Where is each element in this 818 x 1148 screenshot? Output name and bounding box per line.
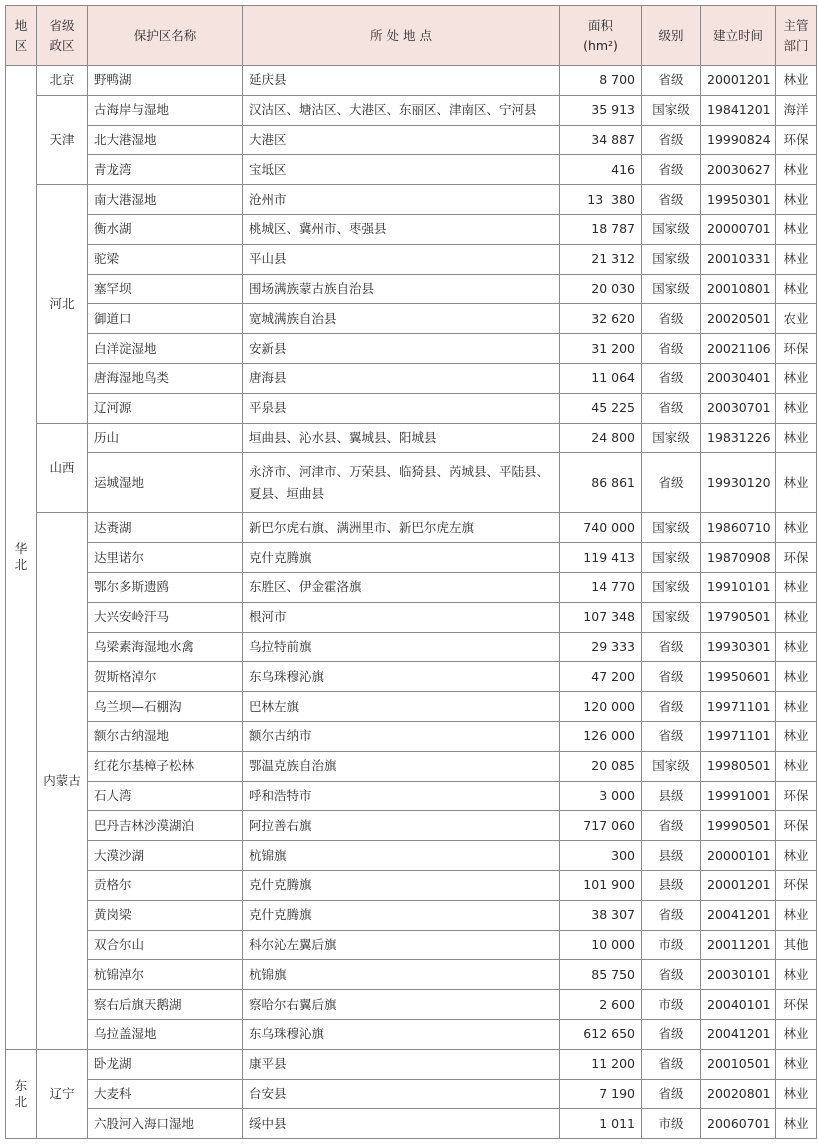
reserve-name: 察右后旗天鹅湖	[88, 990, 243, 1020]
reserve-location: 克什克腾旗	[243, 870, 560, 900]
table-row	[6, 990, 817, 1020]
reserve-level: 省级	[642, 363, 701, 393]
reserve-location: 巴林左旗	[243, 692, 560, 722]
reserve-area: 612 650	[560, 1019, 642, 1049]
reserve-date: 19971101	[701, 692, 776, 722]
header-area-label: 面积	[587, 17, 613, 33]
reserve-name: 塞罕坝	[88, 274, 243, 304]
table-row	[6, 1019, 817, 1049]
table-row	[6, 393, 817, 423]
table-row	[6, 304, 817, 334]
table-row	[6, 900, 817, 930]
reserve-level: 省级	[642, 960, 701, 990]
reserve-location: 东乌珠穆沁旗	[243, 1019, 560, 1049]
table-row	[6, 870, 817, 900]
reserve-date: 20060701	[701, 1109, 776, 1139]
wetland-reserves-table	[5, 5, 817, 1139]
reserve-date: 19790501	[701, 602, 776, 632]
reserve-area: 126 000	[560, 721, 642, 751]
reserve-level: 市级	[642, 990, 701, 1020]
header-location: 所 处 地 点	[243, 6, 560, 66]
reserve-level: 国家级	[642, 274, 701, 304]
table-row	[6, 423, 817, 453]
table-row	[6, 214, 817, 244]
reserve-location: 杭锦旗	[243, 841, 560, 871]
reserve-dept: 环保	[776, 811, 817, 841]
reserve-location: 克什克腾旗	[243, 543, 560, 573]
reserve-location: 平泉县	[243, 393, 560, 423]
reserve-level: 市级	[642, 1109, 701, 1139]
province-cell: 北京	[37, 66, 88, 96]
reserve-dept: 林业	[776, 214, 817, 244]
reserve-dept: 海洋	[776, 95, 817, 125]
reserve-level: 县级	[642, 841, 701, 871]
reserve-name: 辽河源	[88, 393, 243, 423]
reserve-dept: 林业	[776, 453, 817, 513]
reserve-location: 绥中县	[243, 1109, 560, 1139]
table-row	[6, 930, 817, 960]
reserve-level: 省级	[642, 632, 701, 662]
reserve-level: 国家级	[642, 751, 701, 781]
reserve-name: 达赉湖	[88, 513, 243, 543]
reserve-location: 康平县	[243, 1049, 560, 1079]
reserve-date: 19930301	[701, 632, 776, 662]
reserve-name: 乌梁素海湿地水禽	[88, 632, 243, 662]
table-row	[6, 1049, 817, 1079]
reserve-level: 国家级	[642, 513, 701, 543]
reserve-area: 300	[560, 841, 642, 871]
reserve-name: 红花尔基樟子松林	[88, 751, 243, 781]
reserve-level: 市级	[642, 930, 701, 960]
province-cell: 山西	[37, 423, 88, 513]
reserve-area: 101 900	[560, 870, 642, 900]
reserve-level: 省级	[642, 155, 701, 185]
reserve-date: 19860710	[701, 513, 776, 543]
reserve-name: 鄂尔多斯遗鸥	[88, 572, 243, 602]
reserve-dept: 林业	[776, 244, 817, 274]
reserve-area: 14 770	[560, 572, 642, 602]
table-row	[6, 543, 817, 573]
reserve-dept: 林业	[776, 602, 817, 632]
reserve-dept: 林业	[776, 393, 817, 423]
reserve-dept: 林业	[776, 185, 817, 215]
reserve-location: 克什克腾旗	[243, 900, 560, 930]
reserve-area: 85 750	[560, 960, 642, 990]
reserve-name: 驼梁	[88, 244, 243, 274]
header-established: 建立时间	[701, 6, 776, 66]
reserve-dept: 林业	[776, 513, 817, 543]
reserve-date: 20041201	[701, 900, 776, 930]
reserve-name: 黄岗梁	[88, 900, 243, 930]
table-row	[6, 95, 817, 125]
reserve-location: 宽城满族自治县	[243, 304, 560, 334]
reserve-level: 省级	[642, 66, 701, 96]
reserve-dept: 林业	[776, 751, 817, 781]
reserve-name: 石人湾	[88, 781, 243, 811]
reserve-area: 13 380	[560, 185, 642, 215]
reserve-area: 7 190	[560, 1079, 642, 1109]
table-row	[6, 1079, 817, 1109]
reserve-dept: 林业	[776, 66, 817, 96]
header-row	[6, 6, 817, 66]
reserve-location: 桃城区、冀州市、枣强县	[243, 214, 560, 244]
reserve-location: 乌拉特前旗	[243, 632, 560, 662]
reserve-dept: 林业	[776, 960, 817, 990]
reserve-area: 119 413	[560, 543, 642, 573]
reserve-area: 29 333	[560, 632, 642, 662]
table-row	[6, 453, 817, 513]
region-cell: 华北	[6, 66, 37, 1050]
header-level: 级别	[642, 6, 701, 66]
reserve-dept: 环保	[776, 990, 817, 1020]
reserve-level: 国家级	[642, 95, 701, 125]
reserve-date: 20030701	[701, 393, 776, 423]
table-row	[6, 334, 817, 364]
reserve-area: 20 030	[560, 274, 642, 304]
reserve-location: 沧州市	[243, 185, 560, 215]
province-cell: 河北	[37, 185, 88, 423]
province-cell: 内蒙古	[37, 513, 88, 1049]
reserve-level: 省级	[642, 393, 701, 423]
reserve-level: 国家级	[642, 244, 701, 274]
reserve-level: 国家级	[642, 602, 701, 632]
reserve-level: 省级	[642, 185, 701, 215]
reserve-date: 19870908	[701, 543, 776, 573]
reserve-dept: 其他	[776, 930, 817, 960]
reserve-dept: 环保	[776, 125, 817, 155]
reserve-area: 35 913	[560, 95, 642, 125]
reserve-dept: 林业	[776, 1019, 817, 1049]
reserve-dept: 林业	[776, 692, 817, 722]
reserve-date: 20001201	[701, 66, 776, 96]
reserve-date: 19990501	[701, 811, 776, 841]
province-cell: 辽宁	[37, 1049, 88, 1138]
reserve-level: 省级	[642, 721, 701, 751]
reserve-location: 新巴尔虎右旗、满洲里市、新巴尔虎左旗	[243, 513, 560, 543]
table-row	[6, 662, 817, 692]
reserve-location: 安新县	[243, 334, 560, 364]
reserve-dept: 林业	[776, 662, 817, 692]
reserve-area: 120 000	[560, 692, 642, 722]
reserve-date: 20010501	[701, 1049, 776, 1079]
reserve-location: 围场满族蒙古族自治县	[243, 274, 560, 304]
reserve-area: 47 200	[560, 662, 642, 692]
reserve-level: 省级	[642, 304, 701, 334]
reserve-dept: 林业	[776, 155, 817, 185]
reserve-level: 省级	[642, 125, 701, 155]
reserve-level: 国家级	[642, 423, 701, 453]
reserve-name: 历山	[88, 423, 243, 453]
reserve-date: 20020801	[701, 1079, 776, 1109]
reserve-location: 台安县	[243, 1079, 560, 1109]
table-row	[6, 155, 817, 185]
table-row	[6, 602, 817, 632]
reserve-name: 乌兰坝—石棚沟	[88, 692, 243, 722]
header-province: 省级政区	[37, 6, 88, 66]
reserve-name: 贺斯格淖尔	[88, 662, 243, 692]
region-cell: 东北	[6, 1049, 37, 1138]
reserve-area: 24 800	[560, 423, 642, 453]
reserve-level: 省级	[642, 453, 701, 513]
reserve-level: 县级	[642, 781, 701, 811]
table-row	[6, 721, 817, 751]
reserve-date: 19831226	[701, 423, 776, 453]
reserve-dept: 林业	[776, 1079, 817, 1109]
header-authority: 主管部门	[776, 6, 817, 66]
reserve-location: 延庆县	[243, 66, 560, 96]
reserve-name: 青龙湾	[88, 155, 243, 185]
reserve-name: 古海岸与湿地	[88, 95, 243, 125]
reserve-name: 南大港湿地	[88, 185, 243, 215]
reserve-area: 740 000	[560, 513, 642, 543]
reserve-dept: 农业	[776, 304, 817, 334]
table-row	[6, 751, 817, 781]
reserve-area: 45 225	[560, 393, 642, 423]
reserve-date: 20040101	[701, 990, 776, 1020]
table-row	[6, 632, 817, 662]
reserve-level: 省级	[642, 1019, 701, 1049]
reserve-level: 省级	[642, 900, 701, 930]
reserve-dept: 林业	[776, 632, 817, 662]
reserve-name: 贡格尔	[88, 870, 243, 900]
reserve-area: 20 085	[560, 751, 642, 781]
reserve-dept: 林业	[776, 423, 817, 453]
table-row	[6, 572, 817, 602]
reserve-area: 34 887	[560, 125, 642, 155]
table-row	[6, 841, 817, 871]
reserve-dept: 林业	[776, 1049, 817, 1079]
reserve-location: 杭锦旗	[243, 960, 560, 990]
table-row	[6, 811, 817, 841]
reserve-area: 416	[560, 155, 642, 185]
reserve-name: 野鸭湖	[88, 66, 243, 96]
reserve-area: 11 200	[560, 1049, 642, 1079]
table-row	[6, 66, 817, 96]
header-region: 地区	[6, 6, 37, 66]
reserve-date: 20020501	[701, 304, 776, 334]
reserve-dept: 环保	[776, 543, 817, 573]
reserve-name: 额尔古纳湿地	[88, 721, 243, 751]
reserve-dept: 林业	[776, 363, 817, 393]
table-row	[6, 781, 817, 811]
reserve-date: 20041201	[701, 1019, 776, 1049]
reserve-name: 御道口	[88, 304, 243, 334]
table-row	[6, 513, 817, 543]
reserve-level: 国家级	[642, 543, 701, 573]
reserve-date: 19971101	[701, 721, 776, 751]
reserve-level: 省级	[642, 811, 701, 841]
reserve-location: 永济市、河津市、万荣县、临猗县、芮城县、平陆县、夏县、垣曲县	[243, 453, 560, 513]
reserve-location: 平山县	[243, 244, 560, 274]
reserve-area: 8 700	[560, 66, 642, 96]
reserve-name: 双合尔山	[88, 930, 243, 960]
reserve-location: 大港区	[243, 125, 560, 155]
reserve-level: 省级	[642, 334, 701, 364]
reserve-area: 107 348	[560, 602, 642, 632]
reserve-dept: 环保	[776, 334, 817, 364]
reserve-name: 大麦科	[88, 1079, 243, 1109]
table-row	[6, 185, 817, 215]
reserve-date: 20030101	[701, 960, 776, 990]
header-area-unit: (hm²)	[583, 37, 618, 53]
reserve-date: 20000701	[701, 214, 776, 244]
reserve-name: 北大港湿地	[88, 125, 243, 155]
reserve-location: 唐海县	[243, 363, 560, 393]
reserve-name: 大漠沙湖	[88, 841, 243, 871]
reserve-area: 18 787	[560, 214, 642, 244]
reserve-dept: 林业	[776, 1109, 817, 1139]
reserve-date: 19990824	[701, 125, 776, 155]
reserve-date: 20021106	[701, 334, 776, 364]
reserve-date: 20000101	[701, 841, 776, 871]
reserve-name: 六股河入海口湿地	[88, 1109, 243, 1139]
reserve-level: 省级	[642, 692, 701, 722]
reserve-dept: 林业	[776, 900, 817, 930]
table-row	[6, 244, 817, 274]
reserve-location: 汉沽区、塘沽区、大港区、东丽区、津南区、宁河县	[243, 95, 560, 125]
reserve-dept: 林业	[776, 841, 817, 871]
reserve-location: 额尔古纳市	[243, 721, 560, 751]
reserve-name: 运城湿地	[88, 453, 243, 513]
table-row	[6, 274, 817, 304]
reserve-location: 察哈尔右翼后旗	[243, 990, 560, 1020]
reserve-level: 省级	[642, 1079, 701, 1109]
reserve-area: 38 307	[560, 900, 642, 930]
reserve-date: 19980501	[701, 751, 776, 781]
reserve-location: 东乌珠穆沁旗	[243, 662, 560, 692]
reserve-date: 20030401	[701, 363, 776, 393]
reserve-date: 19910101	[701, 572, 776, 602]
reserve-name: 巴丹吉林沙漠湖泊	[88, 811, 243, 841]
reserve-area: 3 000	[560, 781, 642, 811]
reserve-date: 19950601	[701, 662, 776, 692]
header-area	[560, 6, 642, 66]
reserve-area: 32 620	[560, 304, 642, 334]
reserve-name: 卧龙湖	[88, 1049, 243, 1079]
reserve-date: 20001201	[701, 870, 776, 900]
reserve-location: 科尔沁左翼后旗	[243, 930, 560, 960]
reserve-date: 20011201	[701, 930, 776, 960]
reserve-dept: 林业	[776, 274, 817, 304]
reserve-area: 86 861	[560, 453, 642, 513]
reserve-level: 国家级	[642, 572, 701, 602]
reserve-location: 阿拉善右旗	[243, 811, 560, 841]
reserve-location: 呼和浩特市	[243, 781, 560, 811]
reserve-area: 1 011	[560, 1109, 642, 1139]
reserve-date: 20010801	[701, 274, 776, 304]
reserve-date: 19991001	[701, 781, 776, 811]
table-row	[6, 125, 817, 155]
reserve-area: 717 060	[560, 811, 642, 841]
reserve-level: 省级	[642, 662, 701, 692]
reserve-name: 乌拉盖湿地	[88, 1019, 243, 1049]
reserve-name: 杭锦淖尔	[88, 960, 243, 990]
reserve-location: 东胜区、伊金霍洛旗	[243, 572, 560, 602]
reserve-dept: 环保	[776, 781, 817, 811]
table-row	[6, 1109, 817, 1139]
reserve-area: 2 600	[560, 990, 642, 1020]
province-cell: 天津	[37, 95, 88, 184]
reserve-location: 根河市	[243, 602, 560, 632]
reserve-date: 20010331	[701, 244, 776, 274]
table-row	[6, 692, 817, 722]
reserve-level: 县级	[642, 870, 701, 900]
reserve-name: 达里诺尔	[88, 543, 243, 573]
reserve-location: 鄂温克族自治旗	[243, 751, 560, 781]
reserve-area: 21 312	[560, 244, 642, 274]
header-name: 保护区名称	[88, 6, 243, 66]
reserve-level: 国家级	[642, 214, 701, 244]
reserve-location: 垣曲县、沁水县、翼城县、阳城县	[243, 423, 560, 453]
reserve-area: 11 064	[560, 363, 642, 393]
table-row	[6, 960, 817, 990]
reserve-date: 20030627	[701, 155, 776, 185]
table-row	[6, 363, 817, 393]
reserve-date: 19841201	[701, 95, 776, 125]
reserve-date: 19950301	[701, 185, 776, 215]
reserve-name: 大兴安岭汗马	[88, 602, 243, 632]
reserve-dept: 林业	[776, 721, 817, 751]
reserve-location: 宝坻区	[243, 155, 560, 185]
reserve-date: 19930120	[701, 453, 776, 513]
reserve-name: 白洋淀湿地	[88, 334, 243, 364]
reserve-area: 10 000	[560, 930, 642, 960]
reserve-area: 31 200	[560, 334, 642, 364]
reserve-level: 省级	[642, 1049, 701, 1079]
reserve-dept: 环保	[776, 870, 817, 900]
reserve-name: 唐海湿地鸟类	[88, 363, 243, 393]
reserve-dept: 林业	[776, 572, 817, 602]
reserve-name: 衡水湖	[88, 214, 243, 244]
